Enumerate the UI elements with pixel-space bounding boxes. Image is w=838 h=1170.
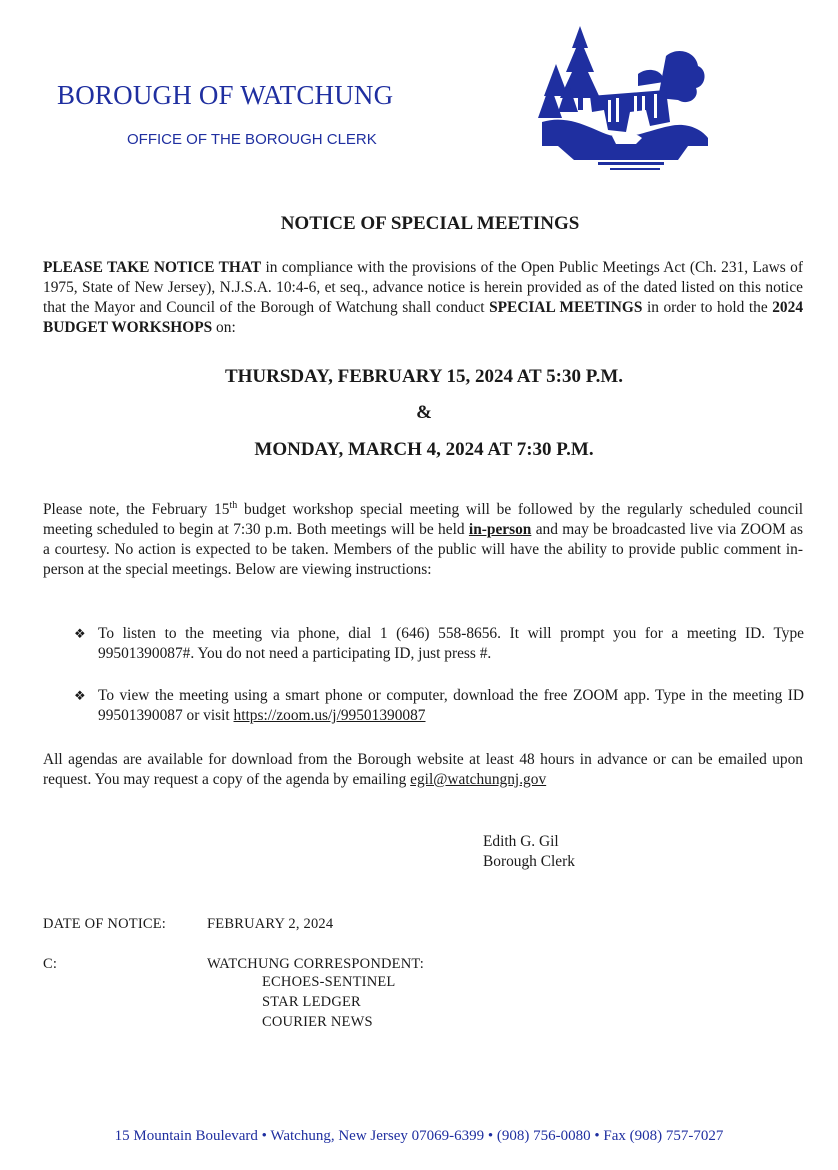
in-person-emphasis: in-person (468, 521, 532, 539)
intro-lead: PLEASE TAKE NOTICE THAT (43, 259, 262, 276)
signature-name: Edith G. Gil (483, 833, 559, 850)
agenda-text: All agendas are available for download from the Borough website at least 48 hours in advance or can be emailed upon request. You may request a copy of the agenda by emailing (43, 751, 803, 788)
cc-label: C: (43, 956, 58, 972)
agenda-paragraph (43, 750, 803, 790)
bullet-diamond-icon: ❖ (74, 688, 86, 703)
intro-text-3: on: (212, 319, 236, 336)
borough-seal-landscape-icon (538, 26, 710, 178)
date-of-notice-value: FEBRUARY 2, 2024 (207, 916, 334, 932)
office-subtitle: OFFICE OF THE BOROUGH CLERK (127, 131, 377, 148)
cc-recipient: COURIER NEWS (262, 1014, 373, 1030)
meeting-1-datetime: THURSDAY, FEBRUARY 15, 2024 AT 5:30 P.M. (224, 366, 624, 387)
cc-recipient: STAR LEDGER (262, 994, 361, 1010)
para2-superscript: th (229, 500, 238, 511)
cc-heading: WATCHUNG CORRESPONDENT: (207, 956, 424, 972)
para2-text-a: Please note, the February 15 (43, 501, 230, 519)
zoom-instruction-item (74, 686, 804, 726)
intro-text-1: in compliance with the provisions of the Open Public Meetings Act (Ch. 231, Laws of 1975, State of New Jersey), N.J.S.A. 10:4-6, et seq., advance notice is herein provided as of the dated listed on this notice that the Mayor and Council of the Borough of Watchung shall conduct (43, 259, 803, 316)
meeting-details-paragraph (43, 496, 803, 580)
notice-title: NOTICE OF SPECIAL MEETINGS (280, 213, 580, 234)
intro-special-meetings: SPECIAL MEETINGS (489, 299, 643, 316)
intro-paragraph (43, 258, 803, 338)
phone-instruction-item (74, 624, 804, 664)
para2-text-c: and may be broadcasted live via ZOOM as a courtesy. No action is expected to be taken. Members of the public will have the ability to provide public comment in-person at the special meetings. Below are viewing instructions: (43, 521, 804, 579)
meeting-2-datetime: MONDAY, MARCH 4, 2024 AT 7:30 P.M. (254, 439, 594, 460)
zoom-meeting-link[interactable]: https://zoom.us/j/99501390087 (233, 707, 426, 724)
zoom-instruction-text: To view the meeting using a smart phone or computer, download the free ZOOM app. Type in the meeting ID 99501390087 or visit (98, 687, 804, 724)
ampersand: & (416, 402, 432, 423)
organization-name: BOROUGH OF WATCHUNG (57, 80, 394, 110)
date-of-notice-label: DATE OF NOTICE: (43, 916, 167, 932)
phone-instruction-text: To listen to the meeting via phone, dial 1 (646) 558-8656. It will prompt you for a meeting ID. Type 99501390087#. You do not need a participating ID, just press #. (98, 625, 804, 662)
intro-budget-workshops: 2024 BUDGET WORKSHOPS (43, 299, 804, 336)
signature-title: Borough Clerk (483, 853, 575, 870)
intro-text-2: in order to hold the (642, 299, 773, 316)
cc-recipient: ECHOES-SENTINEL (262, 974, 396, 990)
footer-address: 15 Mountain Boulevard • Watchung, New Jersey 07069-6399 • (908) 756-0080 • Fax (908) 757-7027 (114, 1128, 724, 1144)
para2-text-b: budget workshop special meeting will be followed by the regularly scheduled council meeting scheduled to begin at 7:30 p.m. Both meetings will be held (43, 501, 803, 539)
bullet-diamond-icon: ❖ (74, 626, 86, 641)
clerk-email-link[interactable]: egil@watchungnj.gov (410, 771, 547, 788)
